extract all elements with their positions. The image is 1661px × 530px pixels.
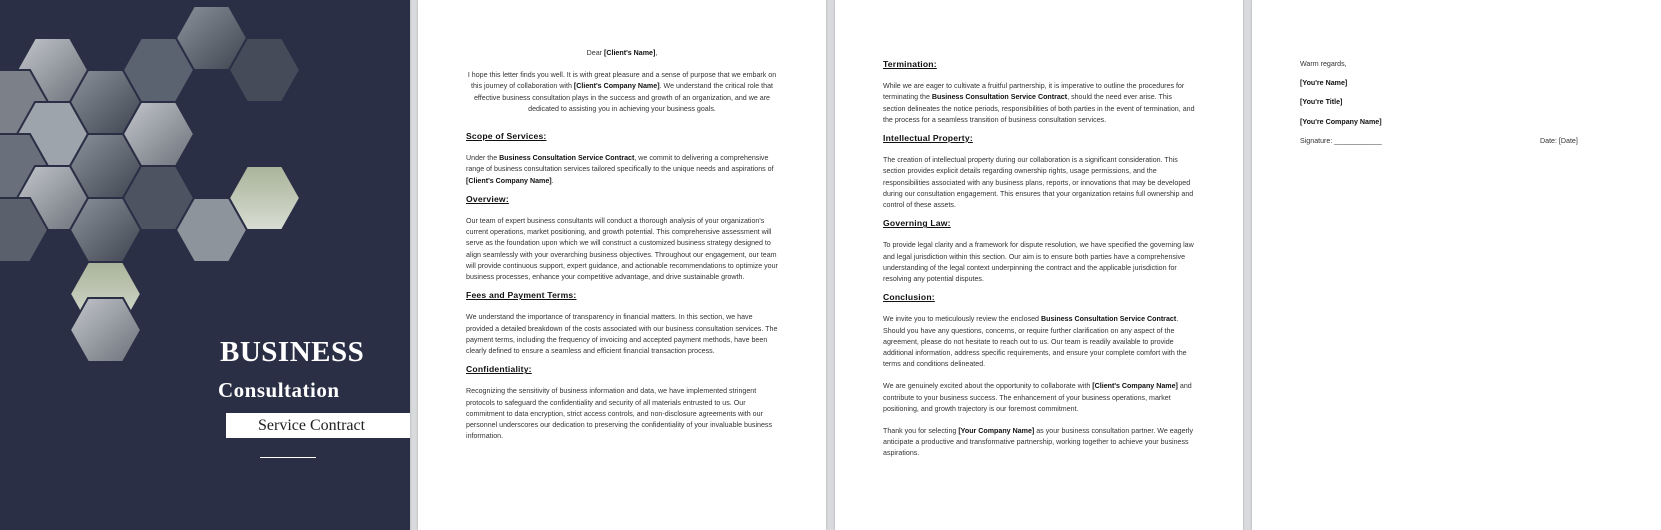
excited-text-a: We are genuinely excited about the opportunity to collaborate with	[883, 382, 1093, 391]
scope-company: [Client's Company Name]	[466, 176, 552, 185]
thanks-text-a: Thank you for selecting	[883, 427, 959, 436]
cover-subtitle: Consultation	[218, 378, 340, 402]
overview-paragraph: Our team of expert business consultants will conduct a thorough analysis of your organization's current operations, market positioning, and growth potential. This comprehensive assessment will serve as the foundation upon which we will construct a customized business strategy designed to align seamlessly with your overarching business objectives. Throughout our engagement, our team will provide continuous support, expert guidance, and actionable recommendations to optimize your business processes, enhance your competitive advantage, and drive sustainable growth.	[466, 217, 778, 282]
scope-contract: Business Consultation Service Contract	[499, 154, 635, 163]
terms-page	[835, 0, 1243, 530]
hexagon-photo-collage	[0, 0, 410, 380]
cover-divider	[260, 457, 316, 458]
scope-text-c: .	[551, 176, 554, 185]
scope-text-b: , we commit to delivering a comprehensive range of business consultation services tailored specifically to the unique needs and aspirations of	[466, 154, 774, 174]
date-field: Date: [Date]	[1540, 136, 1578, 145]
termination-paragraph	[883, 81, 1195, 126]
letter-page	[418, 0, 826, 530]
letter-body	[466, 48, 778, 442]
scope-text-a: Under the	[466, 154, 500, 163]
salutation	[466, 48, 778, 59]
ip-heading: Intellectual Property:	[883, 133, 973, 144]
intro-company: [Client's Company Name]	[573, 82, 660, 91]
thanks-text-b: as your business consultation partner. We eagerly anticipate a productive and transformative partnership, working together to achieve your business aspirations.	[883, 427, 1194, 458]
closing: Warm regards,	[1300, 60, 1347, 68]
conclusion-text-b: . Should you have any questions, concerns, or require further clarification on any aspect of the agreement, please do not hesitate to reach out to us. Our team is readily available to provide additional information, address specific requirements, and ensure your complete comfort with the terms and conditions delineated.	[883, 315, 1187, 369]
thanks-paragraph	[883, 426, 1195, 460]
thanks-company: [Your Company Name]	[958, 427, 1035, 436]
conclusion-contract: Business Consultation Service Contract	[1040, 315, 1177, 324]
salutation-prefix: Dear	[586, 49, 604, 57]
intro-text-a: I hope this letter finds you well. It is with great pleasure and a sense of purpose that we embark on this journey of collaboration with	[467, 71, 777, 91]
conclusion-heading: Conclusion:	[883, 292, 935, 303]
governing-law-heading: Governing Law:	[883, 218, 951, 229]
termination-text-b: , should the need ever arise. This section delineates the notice periods, responsibilities of both parties in the event of termination, and the process for a seamless transition of business consultation services.	[883, 93, 1195, 124]
ip-paragraph: The creation of intellectual property during our collaboration is a significant consideration. This section provides explicit details regarding ownership rights, usage permissions, and the responsibilities associated with any business plans, reports, or innovations that may be developed during our consultation engagement. This ensures that your organization retains full ownership and control of these assets.	[883, 156, 1194, 210]
termination-text-a: While we are eager to cultivate a fruitful partnership, it is imperative to outline the procedures for terminating the	[883, 82, 1185, 102]
scope-heading: Scope of Services:	[466, 131, 547, 142]
signature-page	[1252, 0, 1661, 530]
excited-paragraph	[883, 381, 1195, 415]
confidentiality-paragraph: Recognizing the sensitivity of business information and data, we have implemented stringent protocols to safeguard the confidentiality and security of all materials entrusted to us. Our commitment to data encryption, strict access controls, and non-disclosure agreements with our personnel underscores our dedication to preserving the confidentiality of your invaluable business information.	[466, 387, 773, 441]
cover-band-text: Service Contract	[258, 416, 366, 434]
intro-text-b: . We understand the critical role that effective business consultation plays in the success and growth of an organization, and we are dedicated to assisting you in achieving your business goals.	[473, 82, 773, 113]
confidentiality-heading: Confidentiality:	[466, 364, 532, 375]
fees-heading: Fees and Payment Terms:	[466, 290, 577, 301]
client-name: [Client's Name]	[604, 49, 656, 57]
intro-paragraph	[466, 70, 778, 115]
overview-heading: Overview:	[466, 193, 509, 204]
termination-contract: Business Consultation Service Contract	[931, 93, 1068, 102]
signature-block	[1300, 59, 1613, 147]
governing-law-paragraph: To provide legal clarity and a framework for dispute resolution, we have specified the governing law and legal jurisdiction within this section. Our aim is to ensure both parties have a comprehensive understanding of the legal context underpinning the contract and the applicable jurisdiction for resolving any potential disputes.	[883, 241, 1194, 284]
conclusion-text-a: We invite you to meticulously review the enclosed	[883, 315, 1041, 324]
cover-page	[0, 0, 410, 530]
excited-company: [Client's Company Name]	[1092, 382, 1178, 391]
fees-paragraph: We understand the importance of transparency in financial matters. In this section, we have provided a detailed breakdown of the costs associated with our business consultation services. The payment terms, including the frequency of invoicing and accepted payment methods, have been clearly defined to ensure a seamless and efficient financial transaction process.	[466, 313, 778, 356]
terms-body	[883, 59, 1195, 460]
cover-title: BUSINESS	[220, 336, 365, 368]
signature-line	[1300, 136, 1613, 147]
termination-heading: Termination:	[883, 59, 937, 69]
conclusion-paragraph	[883, 314, 1195, 370]
signature-field: Signature: ____________	[1300, 136, 1382, 145]
sender-title: [You're Title]	[1300, 98, 1343, 107]
cover-band	[226, 413, 410, 438]
salutation-suffix: ,	[655, 49, 658, 57]
sender-name: [You're Name]	[1300, 79, 1348, 88]
excited-text-b: and contribute to your business success. The enhancement of your business operations, market positioning, and growth trajectory is our foremost commitment.	[883, 382, 1192, 413]
scope-paragraph	[466, 153, 778, 187]
sender-company: [You're Company Name]	[1300, 117, 1382, 126]
